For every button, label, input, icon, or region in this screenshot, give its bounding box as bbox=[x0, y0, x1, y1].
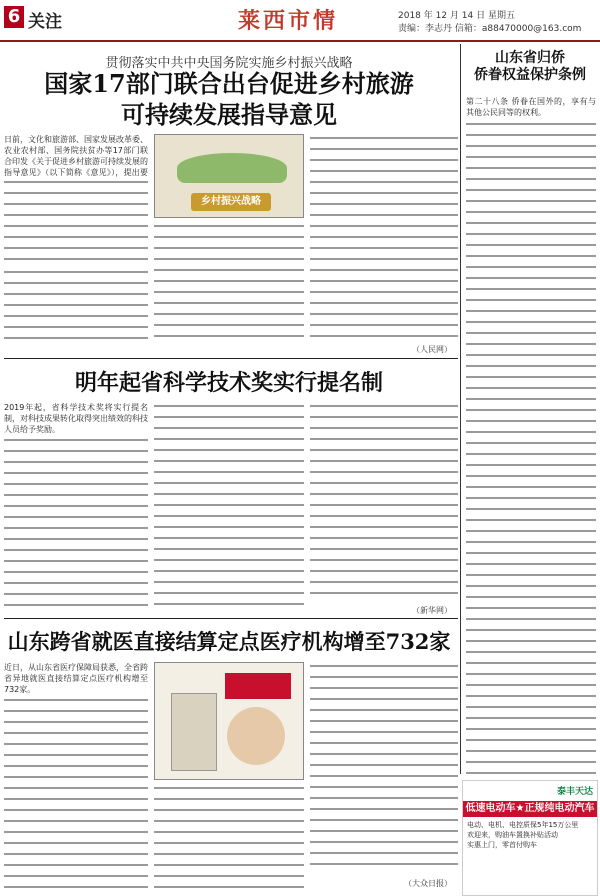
hospital-sign-shape bbox=[225, 673, 291, 699]
lead-text-column-2 bbox=[154, 222, 304, 342]
lead-headline-line2: 可持续发展指导意见 bbox=[121, 100, 337, 129]
science-paragraph: 2019年起，省科学技术奖将实行提名制，对科技成果转化取得突出绩效的科技人员给予奖励。 bbox=[4, 403, 148, 434]
ad-line-3: 实惠上门，零首付购车 bbox=[467, 841, 537, 849]
science-text-column-3 bbox=[310, 402, 458, 602]
medical-source: （大众日报） bbox=[404, 879, 452, 888]
editor-info: 责编：李志丹 信箱：a88470000@163.com bbox=[398, 24, 582, 34]
medical-insurance-illustration bbox=[154, 662, 304, 780]
lead-headline-line1: 国家17部门联合出台促进乡村旅游 bbox=[44, 69, 414, 98]
page-number: 6 bbox=[4, 6, 24, 28]
sidebar-intro: 第二十八条 侨眷在国外的，享有与其他公民同等的权利。 bbox=[466, 97, 596, 117]
document-shape bbox=[171, 693, 217, 771]
medical-text-column-3 bbox=[310, 662, 458, 874]
ad-line-2: 欢迎来，购油车置换补贴活动 bbox=[467, 831, 558, 839]
issue-date: 2018 年 12 月 14 日 星期五 bbox=[398, 11, 515, 21]
science-text-column-1 bbox=[4, 436, 148, 612]
medical-paragraph: 近日，从山东省医疗保障局获悉，全省跨省异地就医直接结算定点医疗机构增至732家。 bbox=[4, 663, 148, 694]
lead-text-column-1 bbox=[4, 178, 148, 264]
page-header bbox=[0, 0, 600, 42]
lead-text-column-3 bbox=[310, 134, 458, 342]
medical-text-column-2 bbox=[154, 784, 304, 892]
divider bbox=[4, 358, 458, 359]
sidebar-text-column bbox=[466, 120, 596, 774]
lead-source: （人民网） bbox=[412, 345, 452, 354]
sidebar-title-box bbox=[462, 50, 598, 84]
science-text-column-2 bbox=[154, 402, 304, 612]
advertisement[interactable] bbox=[462, 780, 598, 896]
section-name: 关注 bbox=[28, 12, 62, 32]
lead-text-column-1b bbox=[4, 268, 148, 342]
column-divider bbox=[460, 44, 461, 774]
ad-logo: 泰丰天达 bbox=[556, 787, 593, 797]
lead-headline bbox=[0, 68, 458, 130]
ad-body bbox=[463, 817, 597, 853]
header-meta bbox=[398, 10, 594, 36]
ad-headline: 低速电动车★正规纯电动汽车 bbox=[463, 801, 597, 817]
science-source: （新华网） bbox=[412, 606, 452, 615]
medical-headline: 山东跨省就医直接结算定点医疗机构增至732家 bbox=[7, 629, 451, 654]
divider bbox=[4, 618, 458, 619]
medical-text-column-1 bbox=[4, 696, 148, 892]
rural-tourism-illustration bbox=[154, 134, 304, 218]
village-hill-shape bbox=[177, 153, 287, 183]
science-headline: 明年起省科学技术奖实行提名制 bbox=[74, 370, 383, 396]
person-shape bbox=[227, 707, 285, 765]
image-caption: 乡村振兴战略 bbox=[191, 193, 271, 211]
lead-kicker: 贯彻落实中共中央国务院实施乡村振兴战略 bbox=[105, 56, 353, 71]
ad-header bbox=[463, 781, 597, 801]
sidebar-kicker: 山东省归侨 bbox=[495, 50, 565, 66]
sidebar-title: 侨眷权益保护条例 bbox=[474, 67, 586, 83]
lead-paragraph: 日前，文化和旅游部、国家发展改革委、农业农村部、国务院扶贫办等17部门联合印发《关于促进乡村旅游可持续发展的指导意见》（以下简称《意见》），提出要 bbox=[4, 135, 148, 177]
masthead: 莱西市情 bbox=[238, 8, 339, 34]
ad-line-1: 电动、电机、电控质保5年15万公里 bbox=[467, 821, 579, 829]
